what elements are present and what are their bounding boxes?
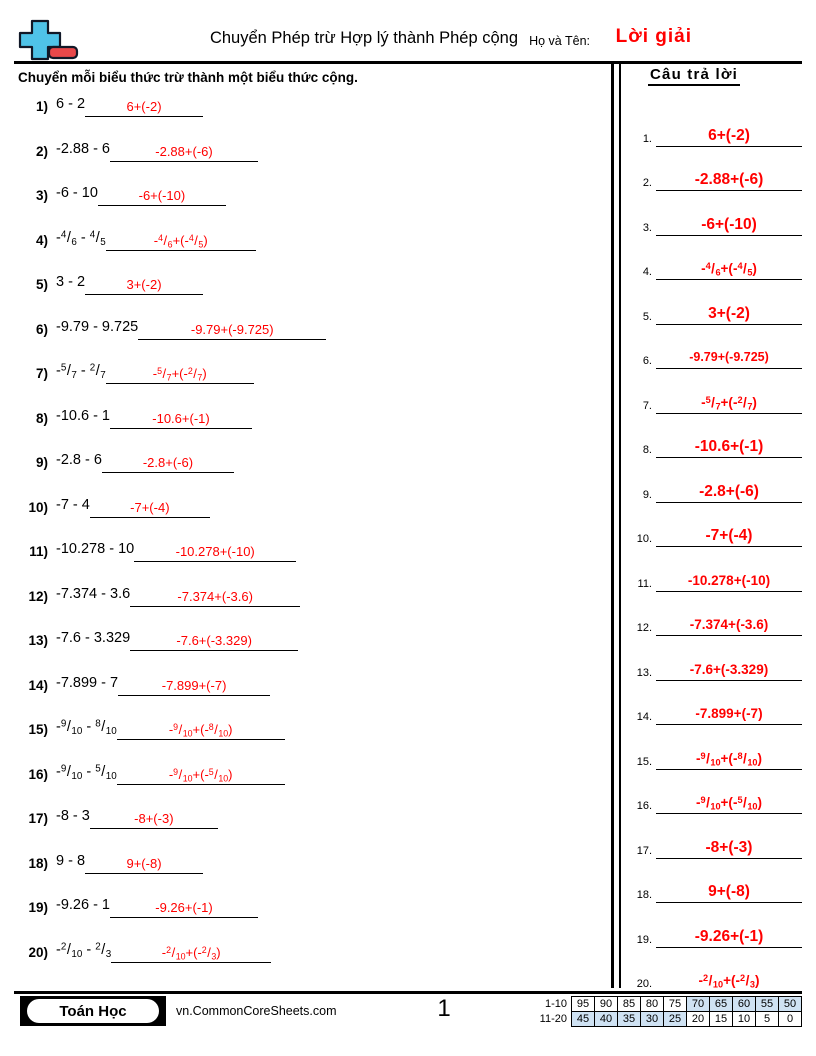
problem-expression: -6 - 10 [56,185,98,201]
answer-number: 4. [642,266,652,278]
answer-number: 7. [642,399,652,412]
problem-expression: $-^5/_7 - ^2/_7$ [56,362,106,381]
answer-number: 20. [636,978,652,990]
score-grid-cell: 60 [733,997,756,1012]
answer-number: 6. [642,355,652,367]
score-grid-cell: 15 [710,1012,733,1027]
problem-answer-blank[interactable]: $-^9/_{10}+(-^5/_{10})$ [117,766,285,785]
score-grid-cell: 85 [618,997,641,1012]
problem-list [14,96,604,986]
problem-expression: -2.8 - 6 [56,452,102,468]
answer-value[interactable]: $-^5/_7+(-^2/_7)$ [656,393,802,414]
score-grid [532,996,803,1027]
problem-number: 17) [28,811,48,826]
answer-number: 12. [636,622,652,634]
answer-list [626,102,802,992]
brand-logo [20,996,166,1026]
problem-number: 15) [28,722,48,737]
problem-expression: -7.899 - 7 [56,674,119,691]
problem-number: 19) [28,900,48,915]
problem-body [48,586,300,605]
problem-body [48,764,285,783]
answer-row [626,102,802,147]
answer-number: 5. [642,310,652,323]
column-divider-thin [619,64,621,988]
footer-divider [14,991,802,994]
problem-number: 1) [35,99,48,114]
problem-body [48,452,234,471]
answer-number: 8. [642,444,652,456]
answer-value[interactable]: -7.6+(-3.329) [656,660,802,681]
problem-row [14,808,604,853]
problem-expression: -10.278 - 10 [56,541,135,557]
problem-answer-blank[interactable]: 3+(-2) [85,276,203,295]
score-grid-cell: 40 [595,1012,618,1027]
answer-row [626,503,802,548]
problem-body [48,274,203,293]
answer-number: 1. [642,132,652,145]
problem-number: 13) [28,633,48,648]
problem-body [48,319,326,338]
answer-number: 10. [636,533,652,545]
problem-expression: 3 - 2 [56,274,86,290]
answer-number: 11. [637,577,652,590]
problem-answer-blank[interactable]: -9.26+(-1) [110,899,258,918]
brand-label: Toán Học [27,999,159,1023]
answer-value[interactable]: -2.88+(-6) [656,170,802,191]
problem-body [48,630,298,649]
problem-number: 5) [35,277,48,292]
score-grid-cell: 95 [572,997,595,1012]
problem-number: 7) [35,366,48,381]
problem-row [14,452,604,497]
problem-row [14,185,604,230]
score-grid-cell: 65 [710,997,733,1012]
answer-number: 9. [642,488,652,501]
problem-expression: $-^2/_{10} - ^2/_3$ [56,941,112,960]
problem-expression: -10.6 - 1 [56,407,110,424]
problem-number: 12) [28,588,48,604]
answer-row [626,681,802,726]
answer-value[interactable]: -9.79+(-9.725) [656,348,802,369]
problem-row [14,897,604,942]
page-number: 1 [437,995,451,1022]
problem-expression: -2.88 - 6 [56,140,110,157]
answer-column-heading: Câu trả lời [648,66,740,86]
answer-value[interactable]: 9+(-8) [656,882,802,903]
problem-row [14,541,604,586]
column-divider-thick [611,64,614,988]
problem-expression: -7.374 - 3.6 [56,585,131,602]
problem-answer-blank[interactable]: -7.6+(-3.329) [130,632,298,651]
score-grid-cell: 10 [733,1012,756,1027]
problem-expression: 9 - 8 [56,852,86,869]
answer-value[interactable]: -10.278+(-10) [656,571,802,592]
answer-row [626,325,802,370]
problem-row [14,675,604,720]
problem-answer-blank[interactable]: $-^4/_6+(-^4/_5)$ [106,232,256,251]
problem-answer-blank[interactable]: -7.374+(-3.6) [130,588,300,607]
score-grid-cell: 35 [618,1012,641,1027]
problem-number: 8) [35,410,48,426]
problem-answer-blank[interactable]: 6+(-2) [85,98,203,117]
answer-value[interactable]: -7+(-4) [656,526,802,547]
problem-row [14,230,604,275]
problem-answer-blank[interactable]: -10.278+(-10) [134,543,296,562]
problem-answer-blank[interactable]: -9.79+(-9.725) [138,321,326,340]
problem-expression: -8 - 3 [56,808,90,824]
problem-answer-blank[interactable]: -2.88+(-6) [110,143,258,162]
problem-expression: $-^9/_{10} - ^5/_{10}$ [56,763,117,782]
problem-number: 11) [29,544,48,559]
problem-number: 9) [35,455,48,470]
problem-number: 20) [28,944,48,960]
answer-value[interactable]: 3+(-2) [656,304,802,325]
problem-row [14,497,604,542]
problem-expression: -9.79 - 9.725 [56,318,139,335]
problem-row [14,719,604,764]
score-grid-cell: 30 [641,1012,664,1027]
answer-row [626,191,802,236]
answer-number: 19. [636,933,652,946]
answer-number: 18. [636,889,652,901]
answer-column [626,66,802,992]
answer-value[interactable]: -7.374+(-3.6) [656,615,802,636]
problem-row [14,630,604,675]
answer-row [626,547,802,592]
instructions-text: Chuyển mỗi biểu thức trừ thành một biểu thức cộng. [18,70,358,85]
score-grid-cell: 45 [572,1012,595,1027]
score-grid-cell: 0 [779,1012,802,1027]
answer-number: 13. [636,666,652,679]
problem-body [48,808,218,827]
answer-row [626,948,802,993]
problem-expression: -9.26 - 1 [56,897,110,913]
problem-answer-blank[interactable]: $-^5/_7+(-^2/_7)$ [106,365,254,384]
problem-row [14,274,604,319]
answer-row [626,903,802,948]
plus-minus-logo-icon [16,16,84,62]
score-grid-cell: 55 [756,997,779,1012]
answer-row [626,147,802,192]
answer-row [626,770,802,815]
problem-answer-blank[interactable]: -2.8+(-6) [102,454,234,473]
score-grid-body [532,997,802,1027]
answer-value[interactable]: -6+(-10) [656,215,802,236]
page-title: Chuyển Phép trừ Hợp lý thành Phép cộng [209,29,519,47]
problem-number: 4) [35,232,48,248]
problem-number: 10) [28,499,48,515]
problem-number: 18) [28,855,48,871]
answer-row [626,859,802,904]
answer-number: 3. [642,221,652,234]
problem-row [14,96,604,141]
answer-row [626,369,802,414]
problem-number: 6) [35,321,48,337]
answer-value[interactable]: -10.6+(-1) [656,437,802,458]
problem-row [14,853,604,898]
problem-row [14,408,604,453]
problem-answer-blank[interactable]: $-^9/_{10}+(-^8/_{10})$ [117,721,285,740]
problem-body [48,541,296,560]
score-grid-row-label: 1-10 [544,998,567,1010]
problem-row [14,764,604,809]
score-grid-cell: 20 [687,1012,710,1027]
problem-expression: $-^4/_6 - ^4/_5$ [56,229,106,248]
problem-answer-blank[interactable]: 9+(-8) [85,855,203,874]
answer-row [626,280,802,325]
problem-expression: $-^9/_{10} - ^8/_{10}$ [56,718,117,737]
score-grid-row [532,1012,802,1027]
problem-body [48,363,254,382]
score-grid-row-label: 11-20 [539,1013,567,1025]
problem-answer-blank[interactable]: -8+(-3) [90,810,218,829]
name-label: Họ và Tên: [529,34,590,48]
answer-number: 16. [636,800,652,812]
answer-number: 17. [636,844,652,857]
problem-number: 2) [35,143,48,159]
problem-answer-blank[interactable]: -6+(-10) [98,187,226,206]
answer-row [626,636,802,681]
score-grid-cell: 25 [664,1012,687,1027]
score-grid-cell: 75 [664,997,687,1012]
problem-answer-blank[interactable]: -10.6+(-1) [110,410,252,429]
problem-row [14,363,604,408]
problem-number: 14) [28,677,48,693]
answer-row [626,414,802,459]
problem-row [14,319,604,364]
site-url: vn.CommonCoreSheets.com [176,1004,337,1018]
answer-number: 14. [636,711,652,723]
score-grid-row [532,997,802,1012]
answer-value[interactable]: -8+(-3) [656,838,802,859]
problem-body [48,185,226,204]
problem-body [48,141,258,160]
problem-body [48,96,203,115]
answer-value[interactable]: -7.899+(-7) [656,704,802,725]
problem-body [48,719,285,738]
answer-value[interactable]: 6+(-2) [656,126,802,147]
score-grid-cell: 70 [687,997,710,1012]
answer-value[interactable]: $-^4/_6+(-^4/_5)$ [656,259,802,280]
answer-row [626,458,802,503]
answer-value[interactable]: $-^9/_{10}+(-^8/_{10})$ [656,749,802,770]
problem-body [48,408,252,427]
problem-answer-blank[interactable]: $-^2/_{10}+(-^2/_3)$ [111,944,271,963]
problem-expression: -7.6 - 3.329 [56,630,131,646]
problem-body [48,497,210,516]
problem-row [14,942,604,987]
answer-value[interactable]: $-^9/_{10}+(-^5/_{10})$ [656,793,802,814]
score-grid-cell: 50 [779,997,802,1012]
score-grid-cell: 80 [641,997,664,1012]
problem-answer-blank[interactable]: -7+(-4) [90,499,210,518]
problem-body [48,853,203,872]
problem-expression: -7 - 4 [56,496,90,513]
answer-number: 2. [642,177,652,189]
problem-body [48,230,256,249]
answer-row [626,814,802,859]
answer-value[interactable]: $-^2/_{10}+(-^2/_3)$ [656,971,802,992]
answer-number: 15. [636,755,652,768]
problem-row [14,141,604,186]
problem-body [48,897,258,916]
answer-row [626,236,802,281]
answer-row [626,592,802,637]
problem-answer-blank[interactable]: -7.899+(-7) [118,677,270,696]
answer-value[interactable]: -9.26+(-1) [656,927,802,948]
problem-body [48,942,271,961]
score-grid-cell: 5 [756,1012,779,1027]
problem-number: 16) [28,766,48,782]
score-grid-cell: 90 [595,997,618,1012]
answer-value[interactable]: -2.8+(-6) [656,482,802,503]
problem-expression: 6 - 2 [56,96,86,112]
problem-body [48,675,270,694]
name-value: Lời giải [615,26,692,47]
problem-number: 3) [35,188,48,203]
answer-row [626,725,802,770]
problem-row [14,586,604,631]
page-header [14,14,802,64]
